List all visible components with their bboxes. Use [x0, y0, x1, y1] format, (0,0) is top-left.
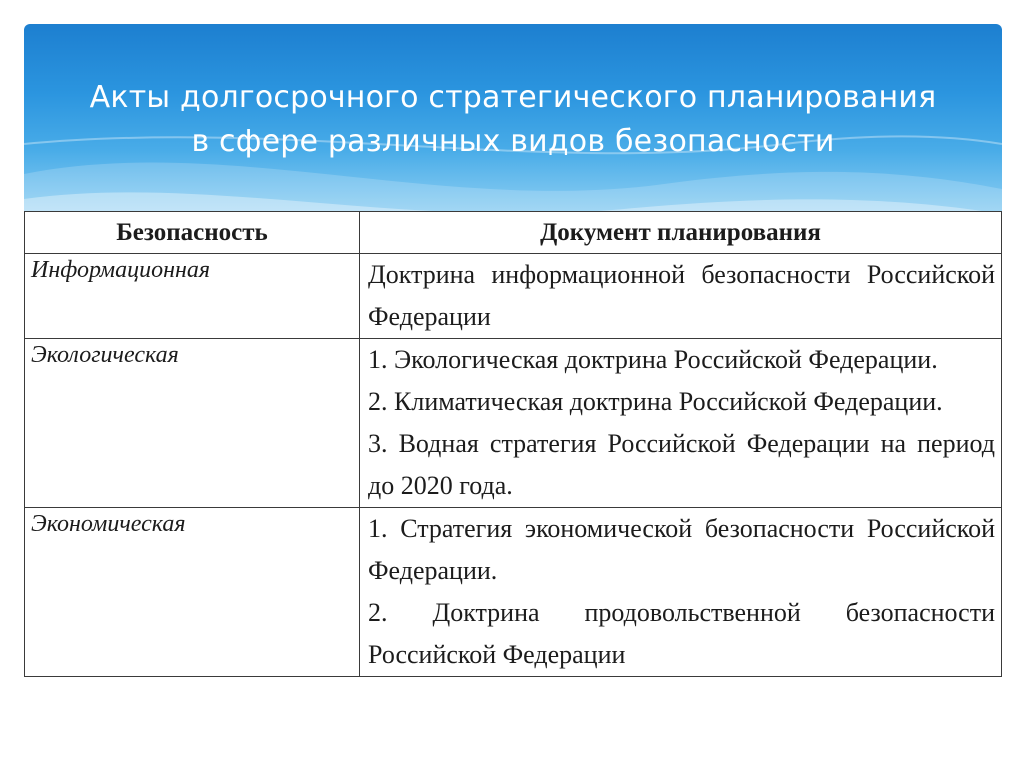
document-item: 2. Климатическая доктрина Российской Федерации. [368, 387, 943, 416]
title-line-1: Акты долгосрочного стратегического планирования [89, 80, 937, 115]
planning-table [24, 211, 1002, 677]
planning-documents [360, 508, 1002, 677]
header-security: Безопасность [25, 212, 360, 254]
table-row [25, 508, 1002, 677]
security-kind: Информационная [25, 254, 360, 339]
table-row [25, 339, 1002, 508]
security-kind: Экономическая [25, 508, 360, 677]
title-line-2: в сфере различных видов безопасности [191, 124, 835, 159]
document-item: 1. Экологическая доктрина Российской Федерации. [368, 345, 938, 374]
document-item: 3. Водная стратегия Российской Федерации на период до 2020 года. [368, 429, 995, 500]
page-title [24, 76, 1002, 164]
document-item: 2. Доктрина продовольственной безопасности Российской Федерации [368, 598, 995, 669]
table-row [25, 254, 1002, 339]
document-item: 1. Стратегия экономической безопасности Российской Федерации. [368, 514, 995, 585]
security-kind: Экологическая [25, 339, 360, 508]
document-item: Доктрина информационной безопасности Российской Федерации [368, 260, 995, 331]
planning-documents [360, 254, 1002, 339]
header-document: Документ планирования [360, 212, 1002, 254]
planning-documents [360, 339, 1002, 508]
table-header-row [25, 212, 1002, 254]
